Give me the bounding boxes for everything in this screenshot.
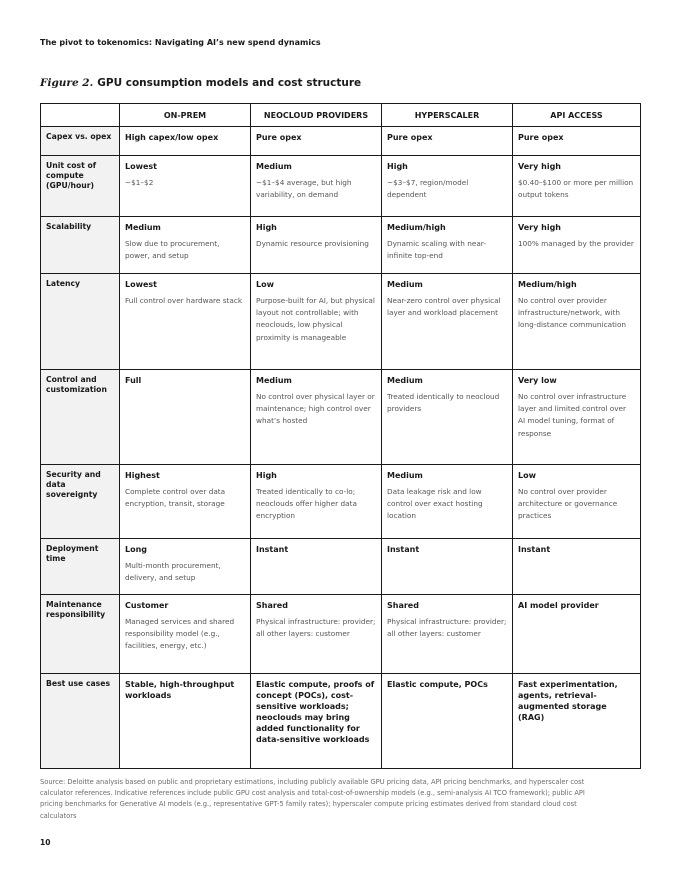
- table-cell: [120, 217, 251, 274]
- cell-rating: Highest: [125, 471, 160, 480]
- table-cell: [513, 674, 641, 769]
- table-row: [41, 127, 641, 156]
- column-header-neocloud: NEOCLOUD PROVIDERS: [251, 104, 382, 127]
- table-cell: [251, 127, 382, 156]
- cell-detail: Treated identically to neocloud providers: [387, 392, 500, 414]
- table-row: [41, 539, 641, 595]
- cell-rating: Medium: [256, 162, 292, 171]
- table-row: [41, 217, 641, 274]
- table-row: [41, 370, 641, 465]
- cell-rating: Pure opex: [518, 133, 564, 142]
- table-cell: [120, 539, 251, 595]
- cell-rating: Pure opex: [256, 133, 302, 142]
- table-cell: [120, 127, 251, 156]
- column-header-api-access: API ACCESS: [513, 104, 641, 127]
- cell-detail: ~$1–$2: [125, 178, 154, 187]
- table-cell: [382, 370, 513, 465]
- running-header: The pivot to tokenomics: Navigating AI’s new spend dynamics: [40, 38, 321, 47]
- table-cell: [382, 465, 513, 539]
- cell-detail: 100% managed by the provider: [518, 239, 634, 248]
- row-header-unit-cost-of-compute-gpu-hour: Unit cost of compute (GPU/hour): [41, 156, 120, 217]
- cell-rating: Very high: [518, 223, 561, 232]
- cell-rating: Medium: [256, 376, 292, 385]
- table-cell: [120, 156, 251, 217]
- row-header-control-and-customization: Control and customization: [41, 370, 120, 465]
- cell-rating: Pure opex: [387, 133, 433, 142]
- table-header-row: [41, 104, 641, 127]
- table-cell: [251, 465, 382, 539]
- cell-rating: Medium: [387, 280, 423, 289]
- source-note: Source: Deloitte analysis based on public and proprietary estimations, including publicly available GPU pricing data, API pricing benchmarks, and hyperscaler cost calculator references. Indicative references include public GPU cost analysis and total-cost-of-ownership models (e.g., semi-analysis AI TCO framework); public API pricing benchmarks for Generative AI models (e.g., representative GPT-5 family rates); hyperscaler compute pricing estimates derived from standard cloud cost calculators: [40, 778, 585, 820]
- cell-rating: Shared: [387, 601, 419, 610]
- cell-detail: Multi-month procurement, delivery, and setup: [125, 561, 221, 583]
- table-cell: [382, 156, 513, 217]
- cell-detail: Physical infrastructure: provider; all other layers: customer: [256, 617, 376, 639]
- cell-rating: Elastic compute, proofs of concept (POCs), cost-sensitive workloads; neoclouds may bring added functionality for data-sensitive workloads: [256, 680, 375, 744]
- comparison-table: [40, 103, 641, 769]
- table-row: [41, 274, 641, 370]
- cell-rating: Long: [125, 545, 148, 554]
- cell-rating: Very low: [518, 376, 557, 385]
- row-header-best-use-cases: Best use cases: [41, 674, 120, 769]
- figure-title-text: GPU consumption models and cost structure: [97, 77, 362, 89]
- table-cell: [382, 274, 513, 370]
- table-cell: [251, 370, 382, 465]
- cell-rating: High: [256, 471, 277, 480]
- cell-rating: Medium: [387, 376, 423, 385]
- cell-rating: Full: [125, 376, 142, 385]
- table-cell: [251, 156, 382, 217]
- cell-rating: Shared: [256, 601, 288, 610]
- cell-detail: Complete control over data encryption, transit, storage: [125, 487, 226, 509]
- table-cell: [382, 127, 513, 156]
- row-header-deployment-time: Deployment time: [41, 539, 120, 595]
- cell-rating: High: [256, 223, 277, 232]
- table-corner-cell: [41, 104, 120, 127]
- table-cell: [251, 217, 382, 274]
- cell-detail: Treated identically to co-lo; neoclouds offer higher data encryption: [256, 487, 357, 521]
- cell-detail: Physical infrastructure: provider; all other layers: customer: [387, 617, 507, 639]
- cell-detail: Full control over hardware stack: [125, 296, 243, 305]
- table-cell: [251, 674, 382, 769]
- table-cell: [251, 595, 382, 674]
- cell-detail: Dynamic resource provisioning: [256, 239, 369, 248]
- cell-rating: Low: [518, 471, 536, 480]
- cell-detail: No control over provider infrastructure/network, with long-distance communication: [518, 296, 627, 330]
- table-cell: [513, 465, 641, 539]
- cell-rating: AI model provider: [518, 601, 599, 610]
- table-cell: [251, 539, 382, 595]
- table-row: [41, 156, 641, 217]
- table-cell: [513, 370, 641, 465]
- table-cell: [382, 674, 513, 769]
- column-header-on-prem: ON-PREM: [120, 104, 251, 127]
- row-header-maintenance-responsibility: Maintenance responsibility: [41, 595, 120, 674]
- table-cell: [513, 539, 641, 595]
- table-row: [41, 674, 641, 769]
- cell-rating: Instant: [387, 545, 420, 554]
- cell-rating: Stable, high-throughput workloads: [125, 680, 235, 700]
- table-cell: [382, 217, 513, 274]
- cell-rating: High: [387, 162, 408, 171]
- cell-rating: Lowest: [125, 162, 157, 171]
- table-cell: [513, 217, 641, 274]
- cell-detail: Managed services and shared responsibility model (e.g., facilities, energy, etc.): [125, 617, 235, 651]
- cell-detail: Near-zero control over physical layer and workload placement: [387, 296, 501, 318]
- cell-detail: No control over physical layer or maintenance; high control over what’s hosted: [256, 392, 375, 426]
- row-header-security-and-data-sovereignty: Security and data sovereignty: [41, 465, 120, 539]
- cell-detail: Slow due to procurement, power, and setup: [125, 239, 220, 261]
- table-cell: [513, 595, 641, 674]
- cell-rating: Medium/high: [387, 223, 446, 232]
- cell-rating: Medium: [387, 471, 423, 480]
- table-cell: [120, 274, 251, 370]
- row-header-scalability: Scalability: [41, 217, 120, 274]
- cell-rating: Medium/high: [518, 280, 577, 289]
- page-number: 10: [40, 838, 51, 847]
- column-header-hyperscaler: HYPERSCALER: [382, 104, 513, 127]
- cell-detail: ~$3–$7, region/model dependent: [387, 178, 469, 200]
- cell-detail: No control over infrastructure layer and limited control over AI model tuning, format of response: [518, 392, 627, 438]
- cell-rating: High capex/low opex: [125, 133, 219, 142]
- table-cell: [120, 465, 251, 539]
- figure-label: Figure 2.: [40, 77, 94, 89]
- cell-detail: ~$1–$4 average, but high variability, on demand: [256, 178, 352, 200]
- cell-rating: Low: [256, 280, 274, 289]
- row-header-latency: Latency: [41, 274, 120, 370]
- row-header-capex-vs-opex: Capex vs. opex: [41, 127, 120, 156]
- table-row: [41, 465, 641, 539]
- table-cell: [513, 156, 641, 217]
- cell-rating: Very high: [518, 162, 561, 171]
- table-body: [41, 127, 641, 769]
- table-row: [41, 595, 641, 674]
- cell-detail: Dynamic scaling with near-infinite top-end: [387, 239, 486, 261]
- cell-rating: Lowest: [125, 280, 157, 289]
- table-cell: [513, 127, 641, 156]
- cell-detail: Purpose-built for AI, but physical layout not controllable; with neoclouds, low physical proximity is manageable: [256, 296, 375, 342]
- cell-rating: Medium: [125, 223, 161, 232]
- cell-rating: Fast experimentation, agents, retrieval-augmented storage (RAG): [518, 680, 618, 722]
- cell-detail: Data leakage risk and low control over exact hosting location: [387, 487, 483, 521]
- cell-detail: No control over provider architecture or governance practices: [518, 487, 618, 521]
- table-cell: [120, 370, 251, 465]
- cell-rating: Elastic compute, POCs: [387, 680, 488, 689]
- table-cell: [120, 595, 251, 674]
- cell-detail: $0.40–$100 or more per million output tokens: [518, 178, 634, 200]
- cell-rating: Instant: [518, 545, 551, 554]
- figure-title: [40, 77, 361, 89]
- table-cell: [382, 539, 513, 595]
- cell-rating: Customer: [125, 601, 169, 610]
- table-cell: [251, 274, 382, 370]
- cell-rating: Instant: [256, 545, 289, 554]
- table-cell: [382, 595, 513, 674]
- table-cell: [120, 674, 251, 769]
- table-cell: [513, 274, 641, 370]
